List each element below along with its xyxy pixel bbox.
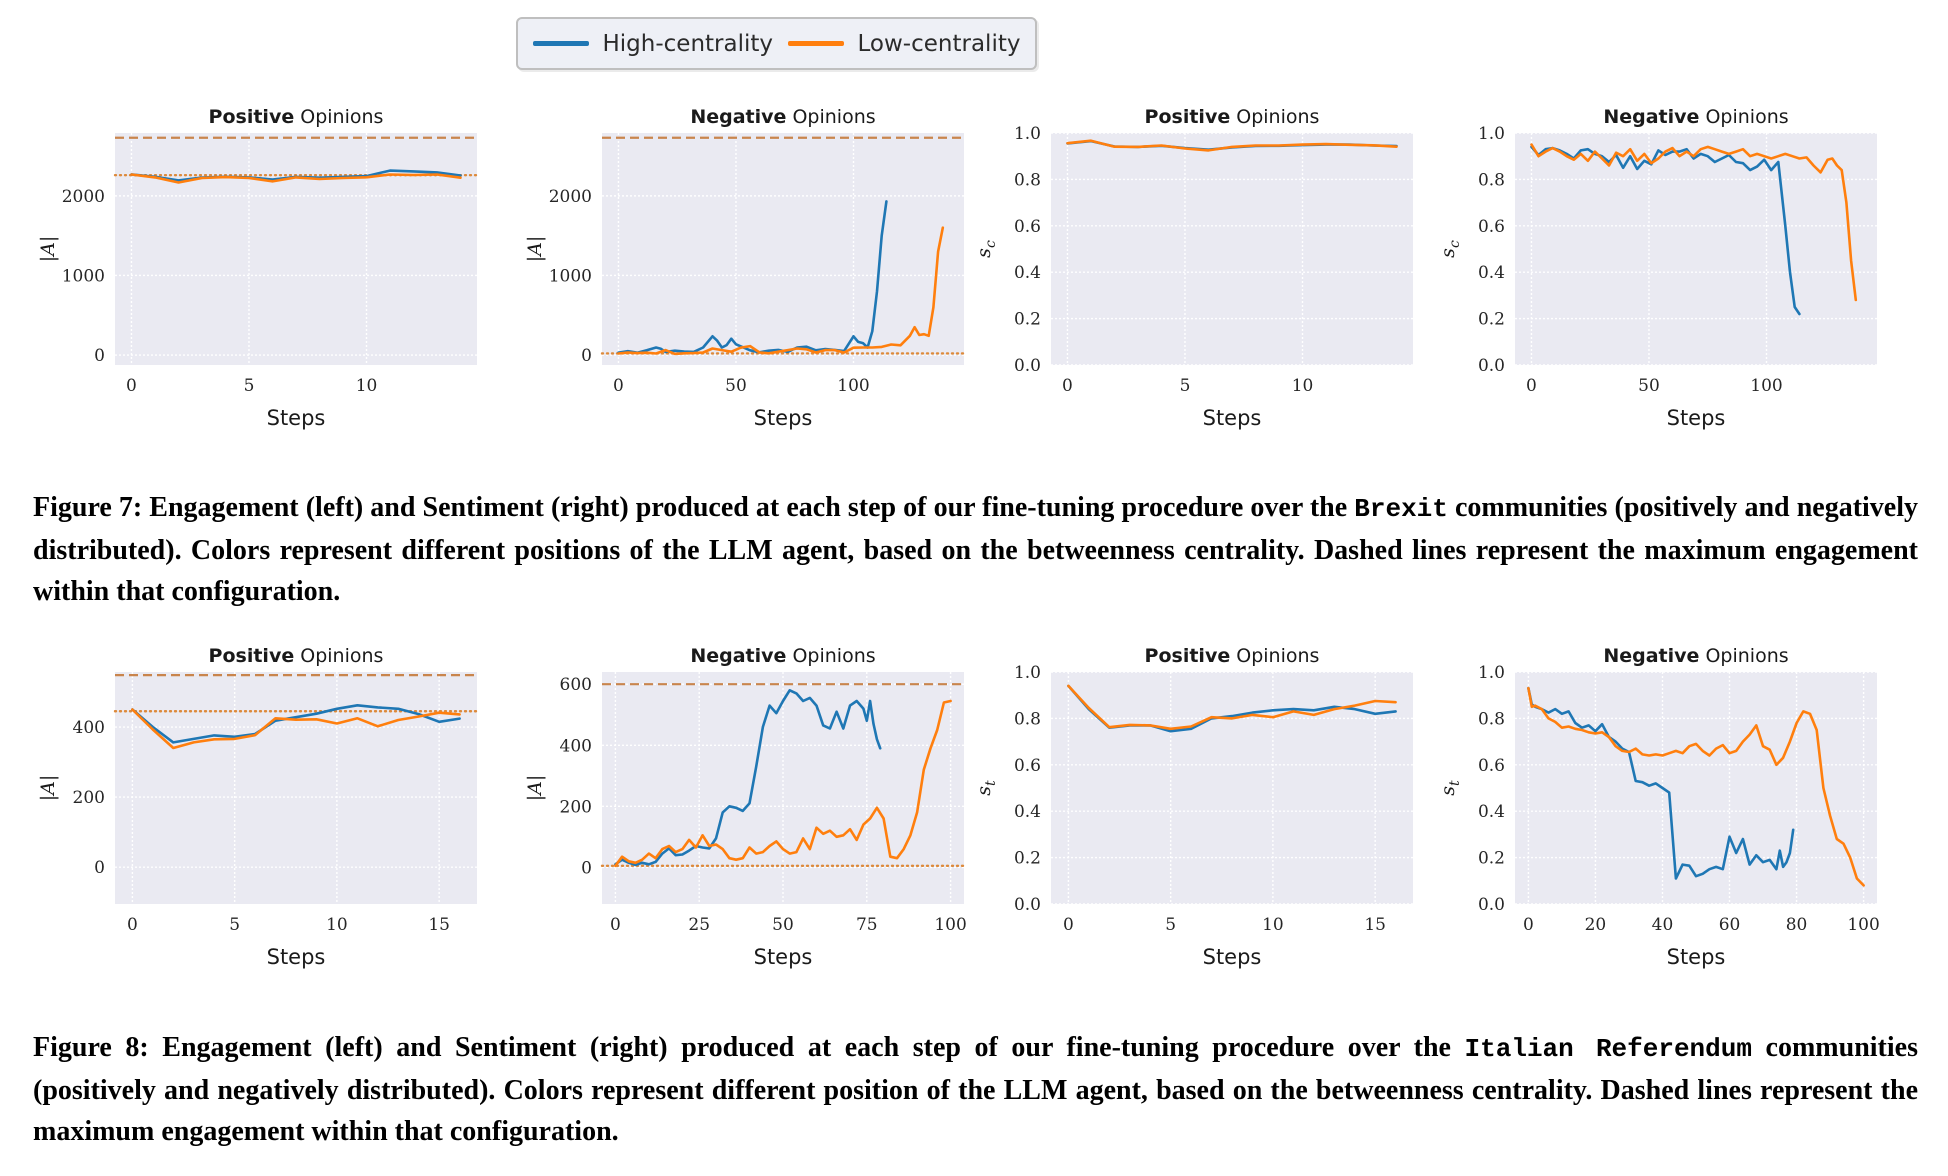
legend-label-low-centrality: Low-centrality <box>857 30 1021 57</box>
chart-italian-positive-engagement <box>30 642 490 982</box>
svg-text:5: 5 <box>243 376 255 396</box>
svg-text:0: 0 <box>609 915 621 935</box>
chart-svg <box>517 103 977 443</box>
svg-text:100: 100 <box>934 915 967 935</box>
svg-text:0.6: 0.6 <box>1477 755 1505 776</box>
svg-text:0: 0 <box>94 858 105 879</box>
caption-mono-segment: Brexit <box>1354 494 1448 524</box>
svg-text:0.8: 0.8 <box>1477 709 1505 730</box>
svg-text:10: 10 <box>1291 376 1314 396</box>
svg-text:0.8: 0.8 <box>1013 709 1041 730</box>
svg-text:0.2: 0.2 <box>1477 848 1505 869</box>
svg-text:0.6: 0.6 <box>1013 755 1041 776</box>
caption-text-segment: communities (positively and negatively distributed). Colors represent different position of the LLM agent, based on the betweenness centrality. Dashed lines represent the maximum engagement within that configuration. <box>33 1032 1918 1147</box>
chart-title: Positive Opinions <box>208 106 384 128</box>
svg-text:40: 40 <box>1651 915 1674 935</box>
y-axis-label: $s_t$ <box>973 780 999 796</box>
svg-text:1.0: 1.0 <box>1477 663 1505 683</box>
chart-title: Positive Opinions <box>1144 645 1320 667</box>
chart-italian-negative-engagement <box>517 642 977 982</box>
svg-text:50: 50 <box>772 915 794 935</box>
chart-title: Positive Opinions <box>208 645 384 667</box>
caption-text-segment: Figure 7: Engagement (left) and Sentiment (right) produced at each step of our fine-tuning procedure over the <box>33 492 1355 523</box>
svg-text:0.2: 0.2 <box>1013 309 1041 330</box>
chart-italian-positive-sentiment <box>966 642 1426 982</box>
chart-brexit-negative-engagement <box>517 103 977 443</box>
svg-text:0: 0 <box>1522 915 1534 935</box>
low-centrality-line-swatch <box>788 41 844 46</box>
caption-text-segment: communities (positively and negatively distributed). Colors represent different positions of the LLM agent, based on the betweenness centrality. Dashed lines represent the maximum engagement within that configuration. <box>33 492 1918 607</box>
y-axis-label: |A| <box>37 774 59 802</box>
legend-item-high-centrality <box>533 31 774 57</box>
figure7-caption <box>33 487 1918 612</box>
y-axis-label: $s_c$ <box>1437 240 1463 258</box>
svg-text:0: 0 <box>613 376 624 396</box>
legend-item-low-centrality <box>788 31 1021 57</box>
chart-italian-negative-sentiment <box>1430 642 1890 982</box>
y-axis-label: |A| <box>37 235 59 263</box>
svg-text:1.0: 1.0 <box>1477 124 1505 144</box>
high-centrality-line-swatch <box>533 41 589 46</box>
svg-text:0.0: 0.0 <box>1013 895 1041 915</box>
svg-text:75: 75 <box>855 915 878 935</box>
svg-text:0: 0 <box>581 346 592 367</box>
x-axis-label: Steps <box>753 406 813 430</box>
x-axis-label: Steps <box>1666 945 1726 969</box>
svg-text:80: 80 <box>1785 915 1808 935</box>
svg-text:50: 50 <box>725 376 747 396</box>
svg-text:0: 0 <box>94 346 105 367</box>
svg-text:1.0: 1.0 <box>1013 663 1041 683</box>
chart-brexit-negative-sentiment <box>1430 103 1890 443</box>
svg-text:5: 5 <box>1179 376 1191 396</box>
svg-text:0.0: 0.0 <box>1477 356 1505 376</box>
svg-text:200: 200 <box>72 788 105 809</box>
svg-text:1000: 1000 <box>548 266 592 287</box>
svg-text:0.2: 0.2 <box>1477 309 1505 330</box>
svg-text:0.0: 0.0 <box>1477 895 1505 915</box>
svg-text:400: 400 <box>559 736 592 757</box>
figure8-caption <box>33 1027 1918 1152</box>
caption-text-segment: Figure 8: Engagement (left) and Sentiment (right) produced at each step of our fine-tuning procedure over the <box>33 1032 1465 1063</box>
x-axis-label: Steps <box>266 406 326 430</box>
svg-text:100: 100 <box>837 376 870 396</box>
svg-text:25: 25 <box>688 915 711 935</box>
svg-text:0.4: 0.4 <box>1013 263 1041 284</box>
svg-text:0.6: 0.6 <box>1013 216 1041 237</box>
svg-text:10: 10 <box>1262 915 1284 935</box>
svg-text:0.8: 0.8 <box>1013 170 1041 191</box>
svg-text:0: 0 <box>126 376 137 396</box>
svg-text:10: 10 <box>355 376 378 396</box>
svg-text:100: 100 <box>1750 376 1783 396</box>
chart-svg <box>1430 103 1890 443</box>
svg-text:0.4: 0.4 <box>1013 802 1041 823</box>
y-axis-label: |A| <box>524 235 546 263</box>
svg-text:1.0: 1.0 <box>1013 124 1041 144</box>
svg-text:1000: 1000 <box>61 266 105 287</box>
y-axis-label: |A| <box>524 774 546 802</box>
svg-text:0: 0 <box>581 858 592 879</box>
legend-label-high-centrality: High-centrality <box>602 30 774 57</box>
chart-svg <box>966 642 1426 982</box>
svg-text:0: 0 <box>1526 376 1537 396</box>
svg-text:400: 400 <box>72 718 105 739</box>
chart-svg <box>30 642 490 982</box>
y-axis-label: $s_t$ <box>1437 780 1463 796</box>
y-axis-label: $s_c$ <box>973 240 999 258</box>
svg-text:60: 60 <box>1718 915 1741 935</box>
x-axis-label: Steps <box>1202 406 1262 430</box>
svg-text:20: 20 <box>1584 915 1607 935</box>
svg-text:2000: 2000 <box>61 186 105 207</box>
svg-text:0: 0 <box>126 915 138 935</box>
svg-text:600: 600 <box>559 675 592 696</box>
chart-title: Negative Opinions <box>690 645 876 667</box>
chart-brexit-positive-sentiment <box>966 103 1426 443</box>
svg-text:0.6: 0.6 <box>1477 216 1505 237</box>
svg-text:5: 5 <box>1165 915 1177 935</box>
svg-text:10: 10 <box>326 915 348 935</box>
svg-text:0: 0 <box>1062 915 1074 935</box>
chart-svg <box>517 642 977 982</box>
svg-text:0.4: 0.4 <box>1477 802 1505 823</box>
svg-text:2000: 2000 <box>548 186 592 207</box>
chart-title: Positive Opinions <box>1144 106 1320 128</box>
x-axis-label: Steps <box>266 945 326 969</box>
svg-text:0.2: 0.2 <box>1013 848 1041 869</box>
x-axis-label: Steps <box>753 945 813 969</box>
chart-svg <box>30 103 490 443</box>
x-axis-label: Steps <box>1202 945 1262 969</box>
chart-title: Negative Opinions <box>1603 645 1789 667</box>
svg-text:100: 100 <box>1847 915 1880 935</box>
chart-title: Negative Opinions <box>1603 106 1789 128</box>
x-axis-label: Steps <box>1666 406 1726 430</box>
chart-brexit-positive-engagement <box>30 103 490 443</box>
chart-title: Negative Opinions <box>690 106 876 128</box>
legend <box>516 17 1037 70</box>
caption-mono-segment: Italian Referendum <box>1464 1034 1752 1064</box>
svg-text:15: 15 <box>428 915 450 935</box>
svg-text:200: 200 <box>559 797 592 818</box>
svg-text:0.0: 0.0 <box>1013 356 1041 376</box>
chart-svg <box>966 103 1426 443</box>
svg-text:5: 5 <box>229 915 241 935</box>
svg-text:15: 15 <box>1364 915 1386 935</box>
chart-svg <box>1430 642 1890 982</box>
svg-text:0.4: 0.4 <box>1477 263 1505 284</box>
svg-text:0.8: 0.8 <box>1477 170 1505 191</box>
svg-text:50: 50 <box>1638 376 1660 396</box>
svg-text:0: 0 <box>1062 376 1073 396</box>
